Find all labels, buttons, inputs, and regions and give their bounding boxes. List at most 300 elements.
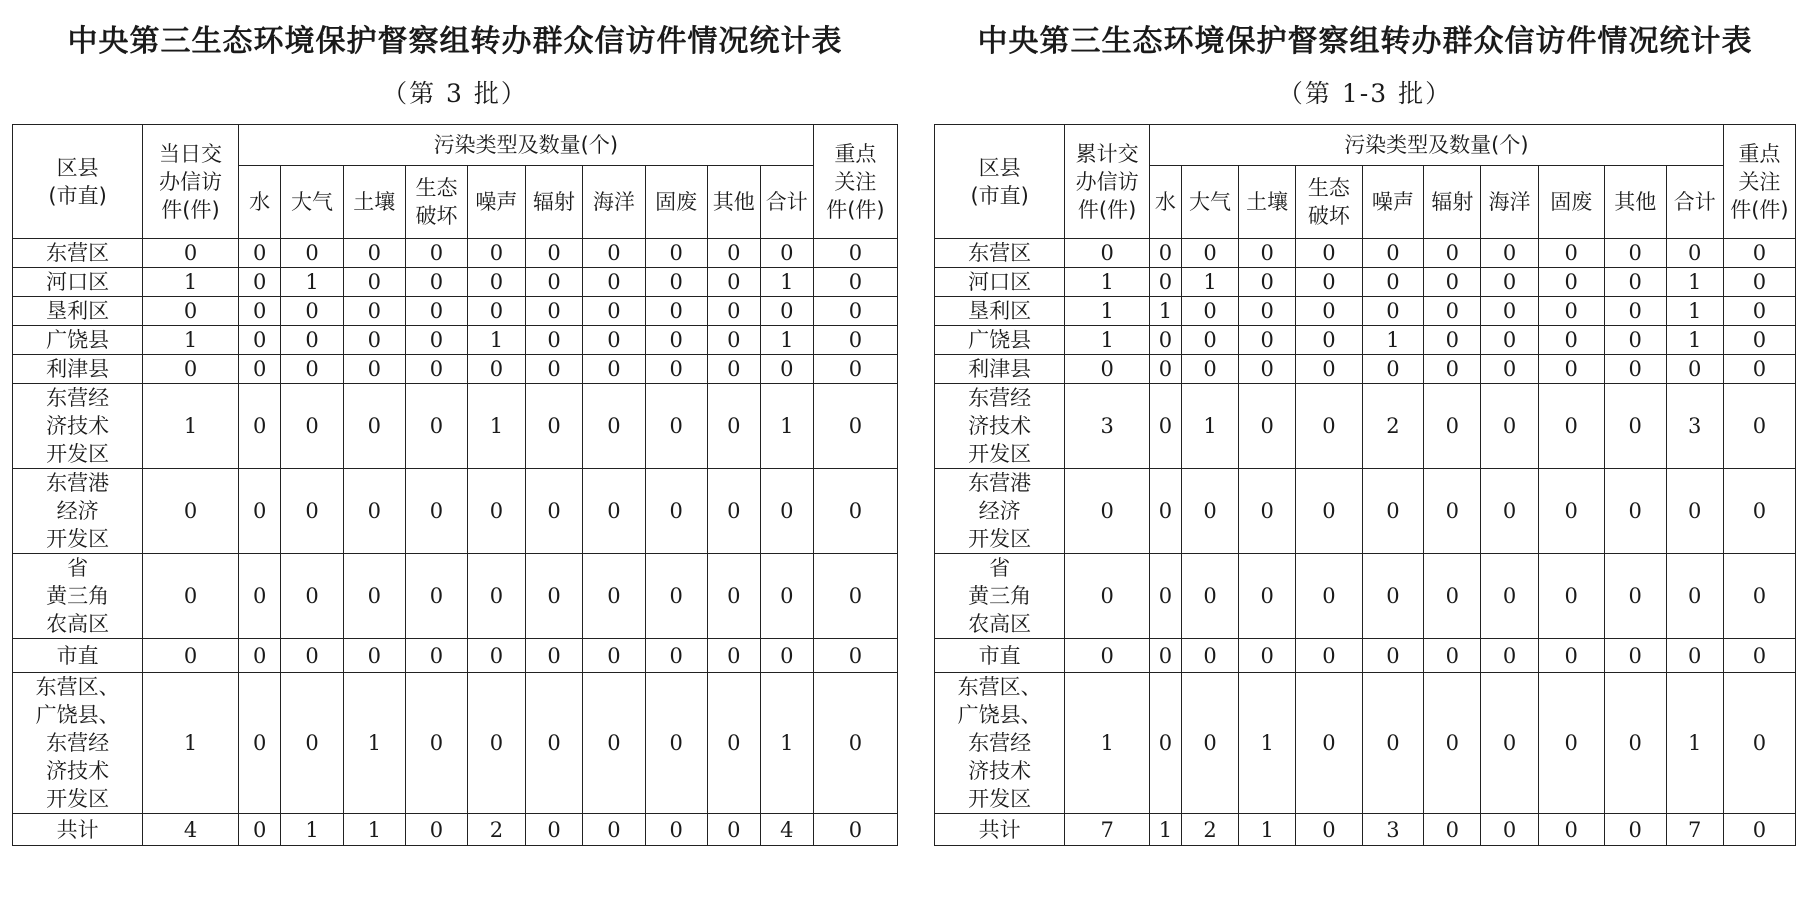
value-cell: 0 (1424, 673, 1481, 814)
table-row (13, 639, 898, 673)
value-cell: 1 (1065, 326, 1150, 355)
value-cell: 0 (238, 469, 281, 554)
value-cell: 0 (1538, 268, 1604, 297)
value-cell: 0 (1424, 326, 1481, 355)
value-cell: 0 (707, 469, 760, 554)
value-cell: 1 (343, 673, 405, 814)
value-cell: 0 (1424, 384, 1481, 469)
value-cell: 0 (707, 326, 760, 355)
value-cell: 0 (405, 297, 467, 326)
value-cell: 0 (1481, 268, 1538, 297)
header-row (13, 125, 898, 166)
value-cell: 0 (1538, 384, 1604, 469)
value-cell: 0 (645, 814, 707, 846)
value-cell: 0 (1296, 326, 1362, 355)
value-cell: 0 (281, 326, 343, 355)
value-cell: 0 (1481, 554, 1538, 639)
value-cell: 0 (1296, 469, 1362, 554)
value-cell: 7 (1065, 814, 1150, 846)
value-cell: 0 (238, 384, 281, 469)
value-cell: 0 (813, 355, 897, 384)
value-cell: 0 (143, 469, 239, 554)
value-cell: 0 (1181, 639, 1238, 673)
table-row (13, 384, 898, 469)
value-cell: 0 (281, 384, 343, 469)
value-cell: 0 (1723, 239, 1795, 268)
total-row (13, 814, 898, 846)
value-cell: 0 (1296, 554, 1362, 639)
value-cell: 0 (583, 384, 645, 469)
value-cell: 0 (238, 355, 281, 384)
value-cell: 0 (343, 268, 405, 297)
value-cell: 0 (707, 268, 760, 297)
header-count: 当日交 办信访 件(件) (143, 125, 239, 239)
value-cell: 0 (525, 639, 583, 673)
table-panel-batch-1-3 (934, 0, 1796, 846)
value-cell: 0 (1604, 554, 1666, 639)
district-cell: 广饶县 (13, 326, 143, 355)
value-cell: 0 (813, 554, 897, 639)
value-cell: 0 (1065, 469, 1150, 554)
value-cell: 0 (343, 639, 405, 673)
value-cell: 0 (525, 297, 583, 326)
value-cell: 0 (707, 554, 760, 639)
value-cell: 0 (583, 639, 645, 673)
value-cell: 0 (1481, 355, 1538, 384)
value-cell: 0 (645, 384, 707, 469)
value-cell: 0 (468, 297, 526, 326)
value-cell: 0 (405, 469, 467, 554)
value-cell: 0 (1239, 268, 1296, 297)
district-cell: 东营港 经济 开发区 (13, 469, 143, 554)
district-cell: 东营经 济技术 开发区 (935, 384, 1065, 469)
value-cell: 0 (343, 239, 405, 268)
value-cell: 0 (1065, 639, 1150, 673)
value-cell: 0 (1538, 355, 1604, 384)
district-cell: 共计 (935, 814, 1065, 846)
value-cell: 0 (143, 639, 239, 673)
value-cell: 0 (1065, 554, 1150, 639)
value-cell: 1 (143, 384, 239, 469)
value-cell: 0 (405, 673, 467, 814)
value-cell: 1 (281, 814, 343, 846)
header-type-other: 其他 (707, 166, 760, 239)
header-type-total: 合计 (760, 166, 813, 239)
district-cell: 东营区 (935, 239, 1065, 268)
value-cell: 0 (1424, 639, 1481, 673)
value-cell: 0 (1604, 297, 1666, 326)
value-cell: 0 (1538, 814, 1604, 846)
value-cell: 0 (760, 554, 813, 639)
value-cell: 0 (1296, 268, 1362, 297)
value-cell: 0 (1424, 469, 1481, 554)
value-cell: 0 (143, 355, 239, 384)
table-row (935, 673, 1796, 814)
value-cell: 0 (238, 268, 281, 297)
value-cell: 0 (1181, 469, 1238, 554)
value-cell: 0 (1723, 297, 1795, 326)
value-cell: 0 (1296, 639, 1362, 673)
value-cell: 0 (1481, 814, 1538, 846)
value-cell: 7 (1666, 814, 1723, 846)
header-type-other: 其他 (1604, 166, 1666, 239)
value-cell: 1 (1065, 268, 1150, 297)
table-subtitle: （第 3 批） (382, 79, 528, 108)
value-cell: 0 (238, 639, 281, 673)
value-cell: 0 (583, 554, 645, 639)
value-cell: 0 (1424, 297, 1481, 326)
value-cell: 0 (1538, 239, 1604, 268)
value-cell: 1 (1362, 326, 1424, 355)
header-type-water: 水 (1149, 166, 1181, 239)
district-cell: 广饶县 (935, 326, 1065, 355)
value-cell: 0 (1481, 384, 1538, 469)
table-row (935, 554, 1796, 639)
district-cell: 东营区、 广饶县、 东营经 济技术 开发区 (935, 673, 1065, 814)
value-cell: 1 (143, 673, 239, 814)
value-cell: 0 (525, 469, 583, 554)
value-cell: 3 (1362, 814, 1424, 846)
value-cell: 0 (1424, 355, 1481, 384)
value-cell: 0 (1296, 297, 1362, 326)
value-cell: 0 (1666, 554, 1723, 639)
header-type-eco: 生态 破坏 (1296, 166, 1362, 239)
value-cell: 0 (468, 554, 526, 639)
value-cell: 0 (1538, 639, 1604, 673)
header-type-ocean: 海洋 (583, 166, 645, 239)
value-cell: 0 (1723, 673, 1795, 814)
header-type-noise: 噪声 (1362, 166, 1424, 239)
table-row (935, 297, 1796, 326)
value-cell: 0 (645, 554, 707, 639)
value-cell: 1 (1149, 814, 1181, 846)
value-cell: 0 (1424, 268, 1481, 297)
value-cell: 0 (281, 297, 343, 326)
value-cell: 1 (1149, 297, 1181, 326)
value-cell: 0 (525, 355, 583, 384)
value-cell: 1 (1666, 297, 1723, 326)
value-cell: 0 (645, 355, 707, 384)
value-cell: 0 (1296, 814, 1362, 846)
value-cell: 0 (1149, 384, 1181, 469)
value-cell: 0 (1538, 326, 1604, 355)
value-cell: 0 (1604, 639, 1666, 673)
table-title: 中央第三生态环境保护督察组转办群众信访件情况统计表 (67, 24, 843, 59)
value-cell: 0 (468, 673, 526, 814)
header-type-solid-waste: 固废 (645, 166, 707, 239)
value-cell: 0 (1239, 355, 1296, 384)
value-cell: 0 (238, 554, 281, 639)
value-cell: 1 (760, 384, 813, 469)
value-cell: 0 (1181, 673, 1238, 814)
header-row (935, 125, 1796, 166)
value-cell: 1 (1666, 326, 1723, 355)
value-cell: 0 (1481, 297, 1538, 326)
value-cell: 0 (813, 814, 897, 846)
header-type-air: 大气 (1181, 166, 1238, 239)
value-cell: 0 (760, 239, 813, 268)
value-cell: 0 (1424, 239, 1481, 268)
value-cell: 0 (1296, 384, 1362, 469)
table-title: 中央第三生态环境保护督察组转办群众信访件情况统计表 (977, 24, 1753, 59)
value-cell: 0 (1181, 355, 1238, 384)
value-cell: 0 (281, 355, 343, 384)
district-cell: 市直 (13, 639, 143, 673)
value-cell: 0 (143, 239, 239, 268)
value-cell: 3 (1666, 384, 1723, 469)
value-cell: 0 (583, 326, 645, 355)
value-cell: 0 (405, 814, 467, 846)
value-cell: 0 (1181, 326, 1238, 355)
table-row (13, 355, 898, 384)
value-cell: 2 (1181, 814, 1238, 846)
value-cell: 0 (1296, 355, 1362, 384)
value-cell: 0 (645, 639, 707, 673)
header-type-eco: 生态 破坏 (405, 166, 467, 239)
district-cell: 河口区 (935, 268, 1065, 297)
value-cell: 0 (1604, 814, 1666, 846)
value-cell: 0 (468, 639, 526, 673)
value-cell: 0 (343, 297, 405, 326)
value-cell: 0 (1538, 297, 1604, 326)
district-cell: 东营区、 广饶县、 东营经 济技术 开发区 (13, 673, 143, 814)
value-cell: 0 (1604, 384, 1666, 469)
value-cell: 1 (1239, 673, 1296, 814)
value-cell: 0 (645, 297, 707, 326)
value-cell: 0 (813, 673, 897, 814)
value-cell: 0 (468, 355, 526, 384)
value-cell: 0 (1149, 239, 1181, 268)
table-row (13, 554, 898, 639)
value-cell: 0 (760, 639, 813, 673)
header-key-cases: 重点 关注 件(件) (1723, 125, 1795, 239)
header-type-radiation: 辐射 (525, 166, 583, 239)
value-cell: 0 (525, 814, 583, 846)
value-cell: 0 (238, 297, 281, 326)
value-cell: 1 (1065, 297, 1150, 326)
value-cell: 0 (343, 355, 405, 384)
value-cell: 1 (760, 326, 813, 355)
value-cell: 0 (405, 239, 467, 268)
value-cell: 0 (645, 239, 707, 268)
stat-table (12, 124, 898, 846)
value-cell: 0 (1481, 239, 1538, 268)
value-cell: 0 (343, 554, 405, 639)
value-cell: 0 (405, 639, 467, 673)
value-cell: 0 (1481, 673, 1538, 814)
value-cell: 0 (143, 554, 239, 639)
value-cell: 0 (1239, 469, 1296, 554)
value-cell: 0 (1666, 355, 1723, 384)
value-cell: 0 (1481, 326, 1538, 355)
value-cell: 0 (1538, 469, 1604, 554)
value-cell: 1 (1065, 673, 1150, 814)
value-cell: 0 (1239, 326, 1296, 355)
header-type-noise: 噪声 (468, 166, 526, 239)
value-cell: 0 (645, 469, 707, 554)
value-cell: 0 (525, 554, 583, 639)
value-cell: 1 (143, 268, 239, 297)
table-row (13, 268, 898, 297)
value-cell: 0 (1538, 673, 1604, 814)
value-cell: 0 (281, 673, 343, 814)
value-cell: 0 (525, 673, 583, 814)
value-cell: 4 (143, 814, 239, 846)
value-cell: 0 (1065, 239, 1150, 268)
value-cell: 0 (468, 239, 526, 268)
header-district: 区县 (市直) (13, 125, 143, 239)
table-row (935, 355, 1796, 384)
value-cell: 1 (343, 814, 405, 846)
value-cell: 0 (238, 814, 281, 846)
value-cell: 3 (1065, 384, 1150, 469)
value-cell: 0 (1666, 239, 1723, 268)
value-cell: 0 (1723, 639, 1795, 673)
value-cell: 0 (1239, 297, 1296, 326)
table-row (13, 673, 898, 814)
value-cell: 0 (707, 814, 760, 846)
value-cell: 0 (760, 355, 813, 384)
value-cell: 0 (143, 297, 239, 326)
value-cell: 0 (760, 469, 813, 554)
value-cell: 0 (813, 297, 897, 326)
value-cell: 0 (1362, 673, 1424, 814)
header-district: 区县 (市直) (935, 125, 1065, 239)
value-cell: 0 (1149, 639, 1181, 673)
header-pollution-group: 污染类型及数量(个) (238, 125, 813, 166)
value-cell: 0 (238, 673, 281, 814)
value-cell: 0 (1362, 268, 1424, 297)
value-cell: 0 (405, 384, 467, 469)
value-cell: 0 (707, 673, 760, 814)
value-cell: 0 (1149, 673, 1181, 814)
value-cell: 0 (1362, 554, 1424, 639)
value-cell: 0 (1239, 239, 1296, 268)
value-cell: 1 (760, 268, 813, 297)
value-cell: 0 (405, 554, 467, 639)
value-cell: 0 (1604, 355, 1666, 384)
table-row (13, 469, 898, 554)
district-cell: 东营区 (13, 239, 143, 268)
value-cell: 0 (707, 355, 760, 384)
value-cell: 0 (1362, 355, 1424, 384)
value-cell: 0 (1149, 469, 1181, 554)
value-cell: 0 (1239, 384, 1296, 469)
value-cell: 0 (1181, 554, 1238, 639)
value-cell: 0 (525, 239, 583, 268)
district-cell: 省 黄三角 农高区 (935, 554, 1065, 639)
value-cell: 0 (1362, 297, 1424, 326)
value-cell: 0 (1239, 554, 1296, 639)
header-type-radiation: 辐射 (1424, 166, 1481, 239)
value-cell: 0 (1723, 814, 1795, 846)
district-cell: 利津县 (935, 355, 1065, 384)
header-type-solid-waste: 固废 (1538, 166, 1604, 239)
value-cell: 0 (1149, 326, 1181, 355)
district-cell: 垦利区 (13, 297, 143, 326)
value-cell: 0 (1604, 268, 1666, 297)
value-cell: 0 (405, 326, 467, 355)
value-cell: 0 (343, 326, 405, 355)
value-cell: 0 (1181, 297, 1238, 326)
value-cell: 0 (707, 239, 760, 268)
value-cell: 0 (1296, 673, 1362, 814)
value-cell: 0 (1481, 639, 1538, 673)
value-cell: 0 (1481, 469, 1538, 554)
value-cell: 0 (238, 239, 281, 268)
table-row (13, 326, 898, 355)
header-type-soil: 土壤 (343, 166, 405, 239)
table-subtitle: （第 1-3 批） (1277, 79, 1453, 108)
header-count: 累计交 办信访 件(件) (1065, 125, 1150, 239)
value-cell: 0 (281, 554, 343, 639)
value-cell: 0 (1604, 673, 1666, 814)
value-cell: 0 (1362, 239, 1424, 268)
value-cell: 1 (468, 326, 526, 355)
value-cell: 1 (1181, 384, 1238, 469)
value-cell: 1 (143, 326, 239, 355)
value-cell: 0 (1723, 326, 1795, 355)
district-cell: 河口区 (13, 268, 143, 297)
value-cell: 0 (343, 384, 405, 469)
value-cell: 0 (343, 469, 405, 554)
value-cell: 0 (1362, 639, 1424, 673)
value-cell: 0 (1666, 639, 1723, 673)
value-cell: 0 (813, 384, 897, 469)
header-type-ocean: 海洋 (1481, 166, 1538, 239)
table-row (935, 239, 1796, 268)
value-cell: 0 (1604, 326, 1666, 355)
table-row (935, 639, 1796, 673)
district-cell: 利津县 (13, 355, 143, 384)
value-cell: 0 (405, 268, 467, 297)
header-type-total: 合计 (1666, 166, 1723, 239)
value-cell: 0 (813, 326, 897, 355)
value-cell: 0 (1723, 268, 1795, 297)
value-cell: 1 (1666, 673, 1723, 814)
district-cell: 省 黄三角 农高区 (13, 554, 143, 639)
value-cell: 0 (468, 268, 526, 297)
total-row (935, 814, 1796, 846)
value-cell: 0 (1723, 384, 1795, 469)
table-row (935, 268, 1796, 297)
value-cell: 0 (1149, 268, 1181, 297)
value-cell: 0 (1723, 554, 1795, 639)
value-cell: 0 (813, 239, 897, 268)
value-cell: 0 (583, 673, 645, 814)
value-cell: 1 (468, 384, 526, 469)
district-cell: 共计 (13, 814, 143, 846)
value-cell: 0 (1181, 239, 1238, 268)
table-row (935, 384, 1796, 469)
value-cell: 0 (1296, 239, 1362, 268)
value-cell: 0 (238, 326, 281, 355)
value-cell: 0 (281, 469, 343, 554)
value-cell: 1 (281, 268, 343, 297)
header-type-air: 大气 (281, 166, 343, 239)
value-cell: 0 (583, 469, 645, 554)
table-panel-batch-3 (12, 0, 898, 846)
value-cell: 0 (583, 355, 645, 384)
value-cell: 0 (1604, 239, 1666, 268)
value-cell: 1 (1181, 268, 1238, 297)
table-row (935, 326, 1796, 355)
stat-table (934, 124, 1796, 846)
value-cell: 0 (707, 639, 760, 673)
district-cell: 市直 (935, 639, 1065, 673)
value-cell: 0 (1149, 355, 1181, 384)
value-cell: 0 (583, 239, 645, 268)
